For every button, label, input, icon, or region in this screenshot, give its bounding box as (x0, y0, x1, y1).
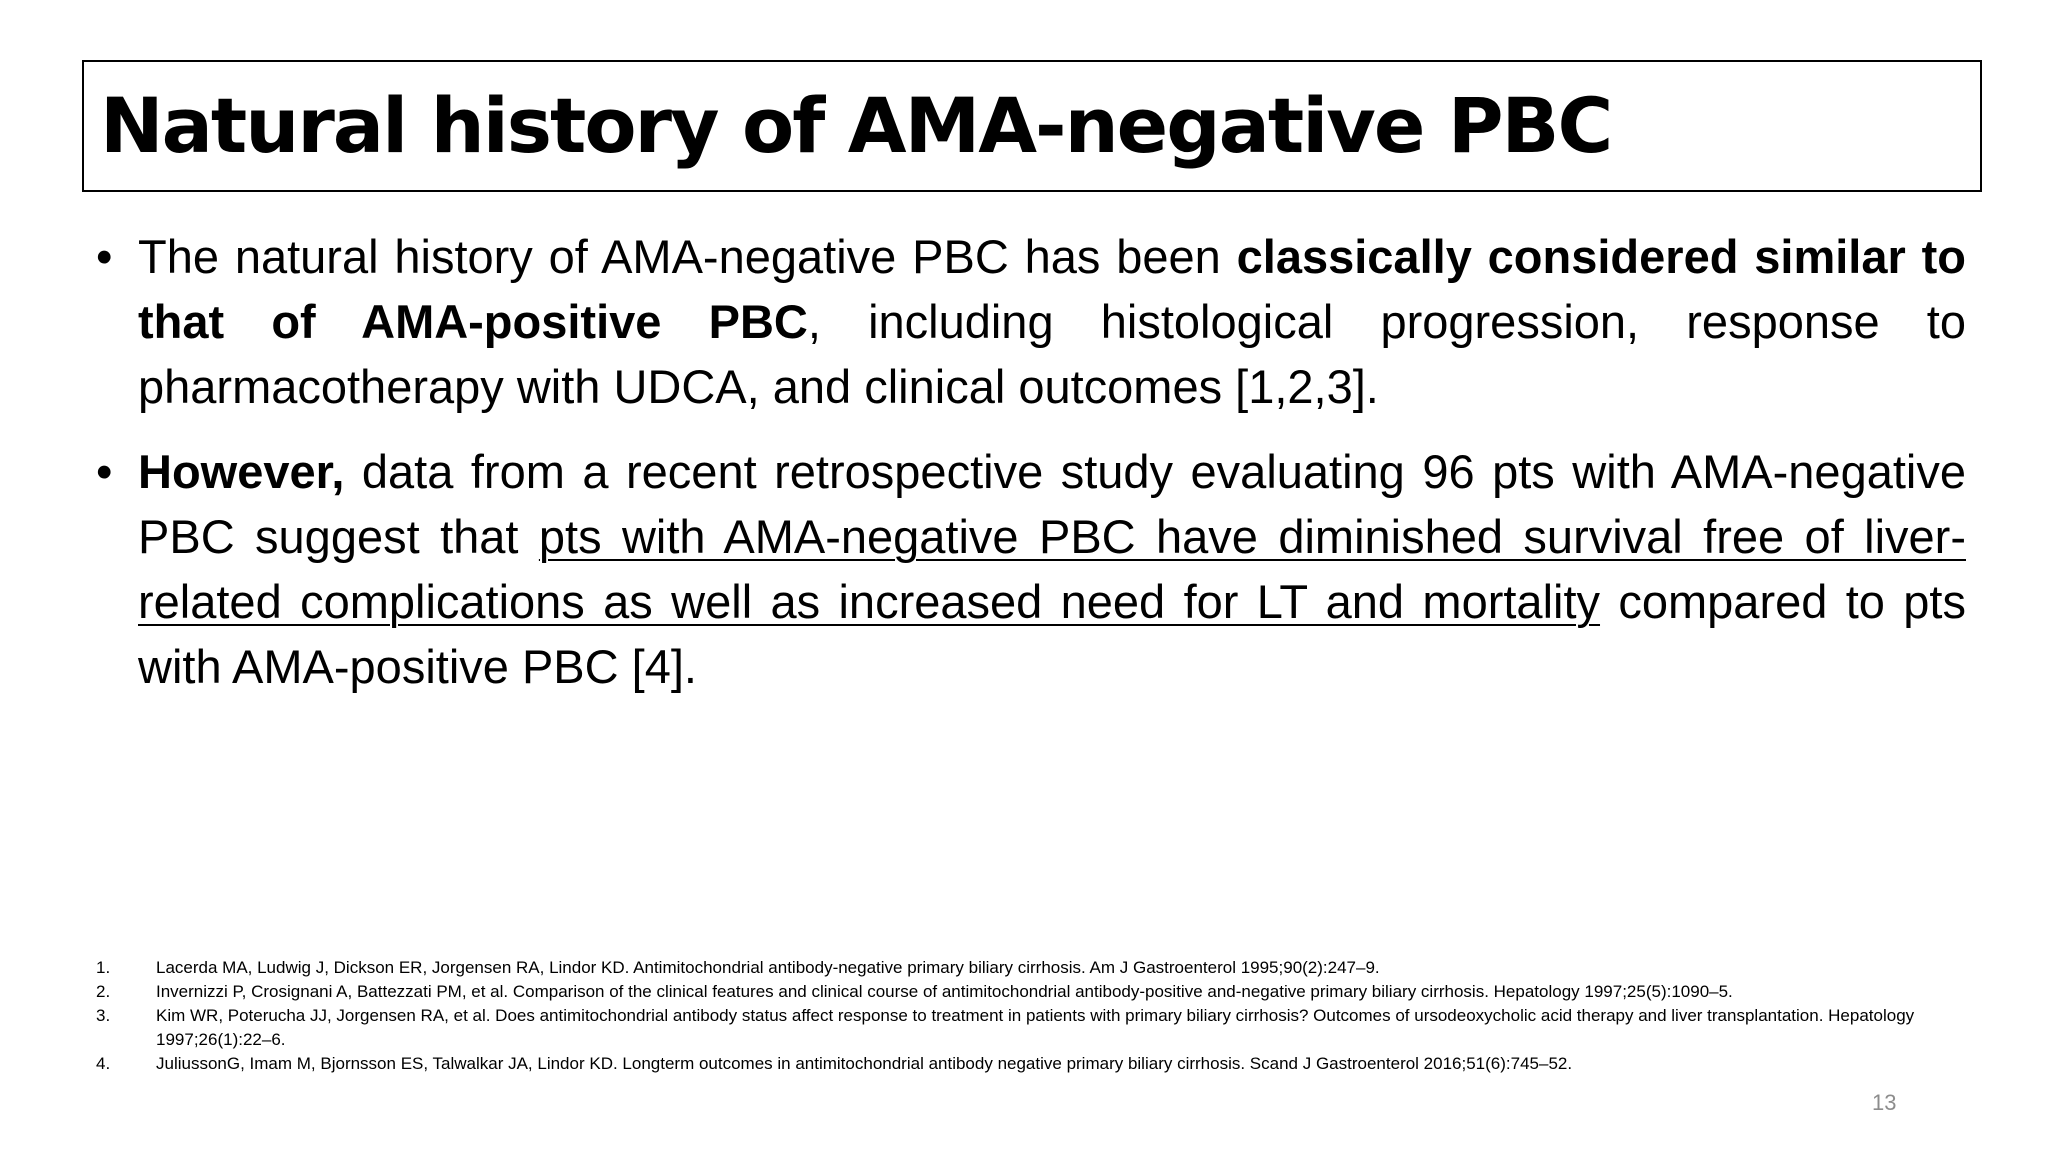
bullet-text-bold: classically considered similar to that of AMA-positive PBC (138, 230, 1966, 348)
reference-text: Kim WR, Poterucha JJ, Jorgensen RA, et al. Does antimitochondrial antibody status affect response to treatment in patients with primary biliary cirrhosis? Outcomes of ursodeoxycholic acid therapy and liver transplantation. Hepatology 1997;26(1):22–6. (156, 1006, 1915, 1049)
reference-item (96, 956, 1966, 980)
bullet-item (96, 439, 1966, 699)
bullet-text: data from a recent retrospective study evaluating 96 pts with AMA-negative PBC suggest that (138, 445, 1966, 563)
reference-text: Invernizzi P, Crosignani A, Battezzati PM, et al. Comparison of the clinical features and clinical course of antimitochondrial antibody-positive and-negative primary biliary cirrhosis. Hepatology 1997;25(5):1090–5. (156, 982, 1733, 1001)
bullet-list (96, 224, 1966, 699)
reference-number: 3. (96, 1006, 111, 1025)
reference-number: 1. (96, 958, 111, 977)
bullet-marker: • (96, 445, 113, 498)
reference-item (96, 1004, 1966, 1052)
reference-list (96, 956, 1966, 1076)
bullet-item (96, 224, 1966, 419)
bullet-text-underlined: pts with AMA-negative PBC have diminished survival free of liver-related complications as well as increased need for LT and mortality (138, 510, 1966, 628)
reference-text: Lacerda MA, Ludwig J, Dickson ER, Jorgensen RA, Lindor KD. Antimitochondrial antibody-negative primary biliary cirrhosis. Am J Gastroenterol 1995;90(2):247–9. (156, 958, 1380, 977)
page-number: 13 (1872, 1090, 1897, 1115)
bullet-marker: • (96, 230, 113, 283)
slide-title: Natural history of AMA-negative PBC (100, 81, 1612, 170)
reference-text: JuliussonG, Imam M, Bjornsson ES, Talwalkar JA, Lindor KD. Longterm outcomes in antimitochondrial antibody negative primary biliary cirrhosis. Scand J Gastroenterol 2016;51(6):745–52. (156, 1054, 1573, 1073)
bullet-text: The natural history of AMA-negative PBC has been (138, 230, 1237, 283)
reference-item (96, 1052, 1966, 1076)
title-box (82, 60, 1982, 192)
reference-number: 2. (96, 982, 111, 1001)
bullet-text: , including histological progression, response to pharmacotherapy with UDCA, and clinical outcomes [1,2,3]. (138, 295, 1966, 413)
reference-number: 4. (96, 1054, 111, 1073)
reference-item (96, 980, 1966, 1004)
bullet-text: compared to pts with AMA-positive PBC [4]. (138, 575, 1966, 693)
bullet-text-bold: However, (138, 445, 345, 498)
